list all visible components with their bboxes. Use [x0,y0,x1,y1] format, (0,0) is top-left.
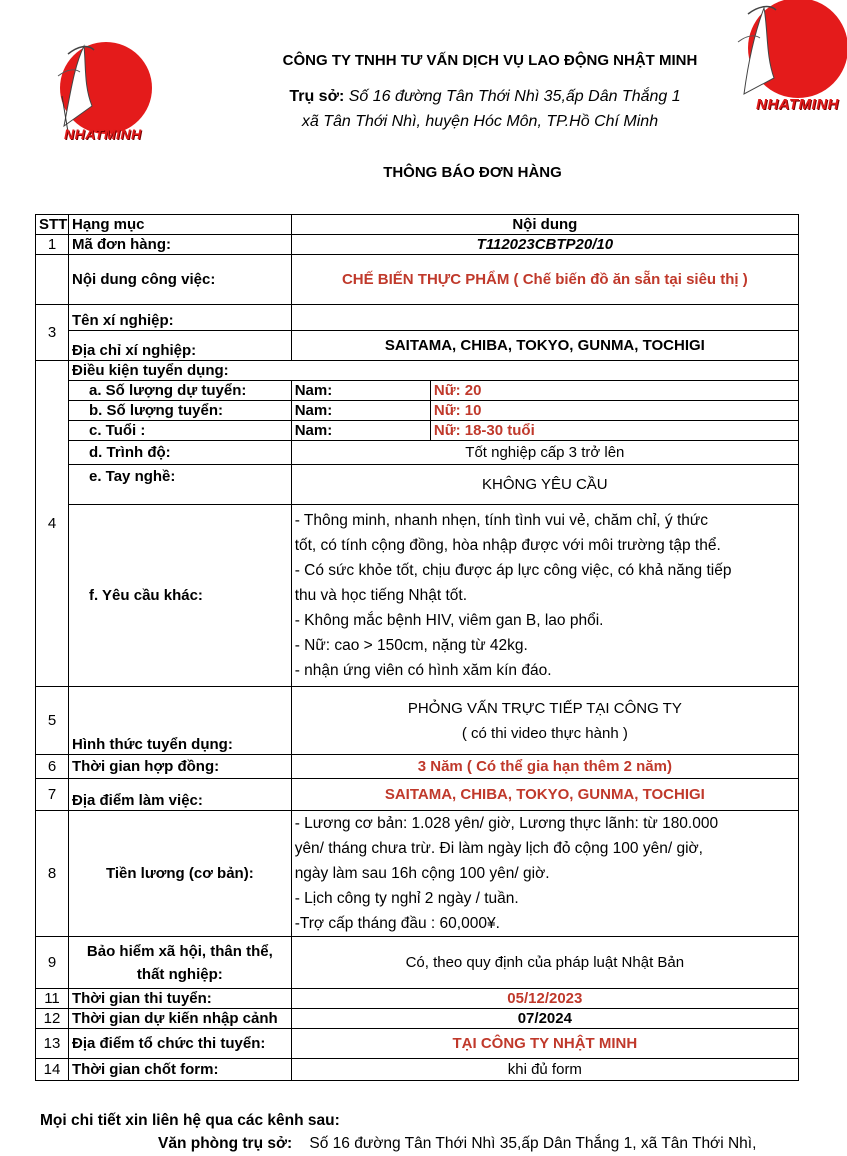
table-row [36,255,799,305]
row-number: 11 [36,989,69,1009]
row-label: f. Yêu cầu khác: [68,505,291,687]
female-count: Nữ: 20 [430,381,798,401]
row-number: 12 [36,1009,69,1029]
method-line: ( có thi video thực hành ) [461,724,628,742]
table-row [36,779,799,811]
table-header-row [36,215,799,235]
company-name-value [291,305,798,331]
table-row [36,235,799,255]
label-line: Bảo hiểm xã hội, thân thể, [86,942,273,960]
row-label: c. Tuổi : [68,421,291,441]
salary-line: ngày làm sau 16h cộng 100 yên/ giờ. [294,865,550,882]
form-deadline: khi đủ form [291,1059,798,1081]
label-line: thất nghiệp: [136,965,223,983]
row-number: 5 [36,687,69,755]
salary-line: -Trợ cấp tháng đầu : 60,000¥. [294,915,500,932]
row-label: Nội dung công việc: [68,255,291,305]
exam-date: 05/12/2023 [291,989,798,1009]
order-code: T112023CBTP20/10 [291,235,798,255]
salary-line: yên/ tháng chưa trừ. Đi làm ngày lịch đỏ cộng 100 yên/ giờ, [294,840,703,857]
order-table [35,214,799,1081]
work-location: SAITAMA, CHIBA, TOKYO, GUNMA, TOCHIGI [291,779,798,811]
row-label: Thời gian dự kiến nhập cảnh [68,1009,291,1029]
requirement-line: - Nữ: cao > 150cm, nặng từ 42kg. [294,637,528,654]
row-label: Địa chỉ xí nghiệp: [68,331,291,361]
logo-wordmark: NHATMINH [756,96,839,113]
row-label: a. Số lượng dự tuyển: [68,381,291,401]
salary-line: - Lương cơ bản: 1.028 yên/ giờ, Lương thực lãnh: từ 180.000 [294,815,719,832]
row-label: d. Trình độ: [68,441,291,465]
row-label: Mã đơn hàng: [68,235,291,255]
row-label: Địa điểm tổ chức thi tuyển: [68,1029,291,1059]
row-number: 3 [36,305,69,361]
document-title: THÔNG BÁO ĐƠN HÀNG [383,164,562,181]
row-label: Thời gian chốt form: [68,1059,291,1081]
table-row [36,1029,799,1059]
row-number-empty [36,255,69,305]
male-age: Nam: [291,421,430,441]
row-label: e. Tay nghề: [68,465,291,505]
address-line-1 [0,88,847,106]
table-row [36,937,799,989]
requirement-line: thu và học tiếng Nhật tốt. [294,587,468,604]
salary-line: - Lịch công ty nghỉ 2 ngày / tuần. [294,890,519,907]
male-count: Nam: [291,401,430,421]
table-row [36,811,799,937]
header-category: Hạng mục [68,215,291,235]
job-content: CHẾ BIẾN THỰC PHẨM ( Chế biến đồ ăn sẵn tại siêu thị ) [291,255,798,305]
salary-details [291,811,798,937]
row-number: 9 [36,937,69,989]
requirement-line: tốt, có tính cộng đồng, hòa nhập được với môi trường tập thể. [294,537,721,554]
other-requirements [291,505,798,687]
row-number: 4 [36,361,69,687]
female-count: Nữ: 10 [430,401,798,421]
table-row [36,305,799,331]
table-row [36,465,799,505]
exam-location: TẠI CÔNG TY NHẬT MINH [291,1029,798,1059]
row-label: b. Số lượng tuyển: [68,401,291,421]
address-line-2: xã Tân Thới Nhì, huyện Hóc Môn, TP.Hồ Chí Minh [301,113,659,130]
insurance-value: Có, theo quy định của pháp luật Nhật Bản [291,937,798,989]
company-name: CÔNG TY TNHH TƯ VẤN DỊCH VỤ LAO ĐỘNG NHẬT MINH [282,52,698,69]
table-row [36,989,799,1009]
table-row [36,401,799,421]
row-number: 6 [36,755,69,779]
contract-duration: 3 Năm ( Có thể gia hạn thêm 2 năm) [291,755,798,779]
table-row [36,1009,799,1029]
male-count: Nam: [291,381,430,401]
table-row [36,421,799,441]
row-label: Thời gian thi tuyển: [68,989,291,1009]
table-row [36,505,799,687]
table-row [36,687,799,755]
table-row [36,381,799,401]
row-label: Điều kiện tuyển dụng: [68,361,798,381]
row-label: Tên xí nghiệp: [68,305,291,331]
row-number: 8 [36,811,69,937]
table-row [36,441,799,465]
office-address: Số 16 đường Tân Thới Nhì 35,ấp Dân Thắng 1, xã Tân Thới Nhì, [309,1135,757,1152]
recruitment-method [291,687,798,755]
female-age: Nữ: 18-30 tuổi [430,421,798,441]
row-label: Hình thức tuyển dụng: [68,687,291,755]
row-label: Thời gian hợp đồng: [68,755,291,779]
requirement-line: - nhận ứng viên có hình xăm kín đáo. [294,662,552,679]
logo-wordmark: NHATMINH [64,126,142,142]
skill-value: KHÔNG YÊU CẦU [291,465,798,505]
table-row [36,755,799,779]
table-row [36,361,799,381]
entry-date: 07/2024 [291,1009,798,1029]
requirement-line: - Có sức khỏe tốt, chịu được áp lực công việc, có khả năng tiếp [294,562,732,579]
row-label: Tiền lương (cơ bản): [68,811,291,937]
table-row [36,1059,799,1081]
row-number: 7 [36,779,69,811]
header-content: Nội dung [291,215,798,235]
row-label [68,937,291,989]
contact-heading: Mọi chi tiết xin liên hệ qua các kênh sau: [40,1112,340,1129]
education-value: Tốt nghiệp cấp 3 trở lên [291,441,798,465]
row-label: Địa điểm làm việc: [68,779,291,811]
row-number: 1 [36,235,69,255]
requirement-line: - Không mắc bệnh HIV, viêm gan B, lao phổi. [294,612,604,629]
method-line: PHỎNG VẤN TRỰC TIẾP TẠI CÔNG TY [407,699,682,717]
address-value: Số 16 đường Tân Thới Nhì 35,ấp Dân Thắng 1 [348,88,681,105]
row-number: 13 [36,1029,69,1059]
office-contact [158,1135,756,1153]
address-label: Trụ sở: [289,88,345,105]
header-stt: STT [36,215,69,235]
office-label: Văn phòng trụ sở: [158,1135,293,1152]
row-number: 14 [36,1059,69,1081]
company-address-value: SAITAMA, CHIBA, TOKYO, GUNMA, TOCHIGI [291,331,798,361]
table-row [36,331,799,361]
requirement-line: - Thông minh, nhanh nhẹn, tính tình vui vẻ, chăm chỉ, ý thức [294,512,709,529]
